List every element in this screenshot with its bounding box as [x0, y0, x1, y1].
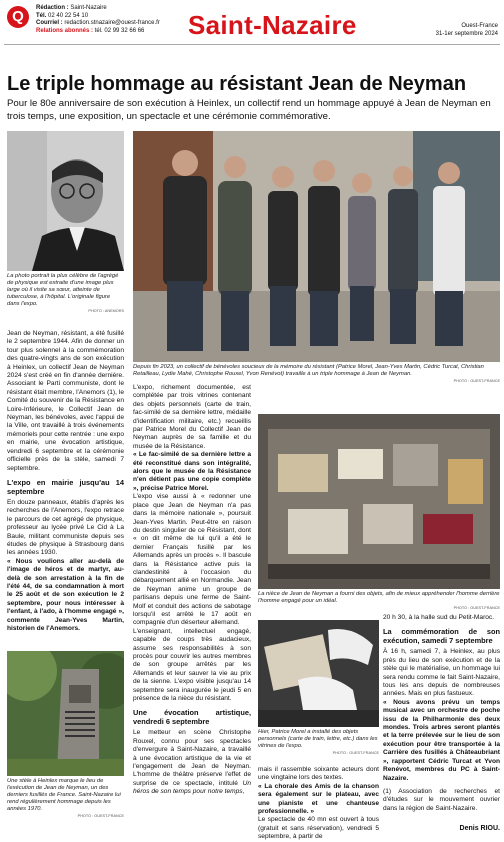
standfirst: Pour le 80e anniversaire de son exécution à Heinlex, un collectif rend un hommage appuyé à Jean de Neyman en trois temps, une exposition, un spectacle et une cérémonie commémorative.: [7, 98, 491, 122]
stele-caption-text: Une stèle à Heinlex marque le lieu de l'exécution de Jean de Neyman, un des derniers fusillés de France. Saint-Nazaire lui rend régulièrement hommage depuis les années 1970.: [7, 778, 121, 812]
header-rule: [4, 44, 500, 45]
portrait-photo: [7, 131, 124, 271]
tel-label: Tél.: [36, 12, 47, 19]
vitrine-photo: [258, 414, 500, 589]
logo-letter: Q: [12, 8, 24, 25]
abonnes-label: Relations abonnés :: [36, 27, 94, 34]
col3-paragraph-1: mais il rassemble soixante acteurs dont une vingtaine lors des textes.: [258, 766, 379, 782]
stele-illustration: [7, 651, 124, 776]
portrait-credit: PHOTO : ANEMORS: [88, 309, 124, 313]
gloves-caption-text: Hier, Patrice Morel a installé des objets personnels (carte de train, lettre, etc.) dans les vitrines de l'expo.: [258, 729, 378, 749]
contact-block: [36, 5, 176, 35]
col2-paragraph-1: L'expo, richement documentée, est complétée par trois vitrines contenant des objets personnels (carte de train, fac-similé de sa dernière lettre, médaille d'identification militaire, etc.) recueillis par Patrice Morel du Collectif Jean de Neyman auprès de sa famille et du musée de la Résistance.: [133, 384, 251, 450]
column-1: [7, 330, 124, 633]
col3-paragraph-3: Le spectacle de 40 mn est ouvert à tous (gratuit et sans réservation), vendredi 5 septembre, à partir de: [258, 816, 379, 841]
vitrine-illustration: [258, 414, 500, 589]
group-illustration: [133, 131, 500, 362]
group-caption-text: Depuis fin 2023, un collectif de bénévoles soucieux de la mémoire du résistant (Patrice Morel, Jean-Yves Martin, Cédric Turcat, Christian Retailleau, Lydie Mahé, Christophe Rouxel, Yvon Renévot) travaille à un triple hommage à Jean de Neyman.: [133, 364, 484, 377]
col1-paragraph-1: Jean de Neyman, résistant, a été fusillé le 2 septembre 1944. Afin de donner un tour plus solennel à la commémoration des quatre-vingts ans de son exécution à Heinlex, un collectif Jean de Neyman 2024 s'est créé en fin d'année dernière. Associant le Parti communiste, dont le résistant était membre, l'Anemors (1), le Comité du souvenir de la Résistance en Loire-Inférieure, le Collectif Jean de Neyman, les bénévoles, avec l'appui de la Ville, ont travaillé à trois événements mémoriels pour cette rentrée : une expo en mairie, une évocation artistique, vendredi 6 septembre et la cérémonie officielle près de la stèle, samedi 7 septembre.: [7, 330, 124, 472]
stele-credit: PHOTO : OUEST-FRANCE: [77, 814, 124, 818]
col4-heading-commemoration: La commémoration de son exécution, samedi 7 septembre: [383, 627, 500, 646]
column-2: [133, 384, 251, 797]
portrait-caption-text: La photo portrait la plus célèbre de l'agrégé de physique est extraite d'une image plus large où il visite sa sœur, atteinte de tuberculose, à l'hôpital. L'originale figure dans l'expo.: [7, 273, 119, 307]
col1-heading-expo: L'expo en mairie jusqu'au 14 septembre: [7, 477, 124, 496]
headline: Le triple hommage au résistant Jean de Neyman: [7, 73, 467, 95]
col2-paragraph-4: L'enseignant, intellectuel engagé, capable de coups très audacieux, assume ses responsabilités à son procès pour couvrir les autres membres de son groupe arrêtés par les Allemands et leur sauver la vie au prix de la sienne. L'expo visible jusqu'au 14 septembre sera inaugurée le jeudi 5 en présence de la nièce du résistant.: [133, 627, 251, 703]
col4-footnote: (1) Association de recherches et d'études sur le mouvement ouvrier dans la région de Saint-Nazaire.: [383, 787, 500, 812]
courriel-label: Courriel :: [36, 20, 63, 26]
courriel-value: redaction.stnazaire@ouest-france.fr: [64, 20, 160, 26]
vitrine-credit: PHOTO : OUEST-FRANCE: [453, 606, 500, 610]
column-3: [258, 766, 379, 842]
signature: Denis RIOU.: [459, 825, 500, 832]
col2-paragraph-5-title: Un héros de son temps pour notre temps,: [133, 779, 252, 796]
portrait-illustration: [7, 131, 124, 271]
group-caption: [133, 364, 500, 385]
col3-paragraph-2: « La chorale des Amis de la chanson sera également sur le plateau, avec une pianiste et une chanteuse professionnelle. »: [258, 782, 379, 816]
group-photo: [133, 131, 500, 362]
issue-date: 31-1er septembre 2024: [435, 31, 498, 37]
portrait-caption: [7, 273, 124, 315]
vitrine-caption: [258, 591, 500, 612]
column-4: [383, 614, 500, 813]
stele-caption: [7, 778, 124, 820]
gloves-illustration: [258, 620, 379, 727]
abonnes-value: tél. 02 99 32 66 66: [94, 27, 145, 34]
city-title: Saint-Nazaire: [188, 10, 357, 40]
stele-photo: [7, 651, 124, 776]
col1-paragraph-3: « Nous voulions aller au-delà de l'image de héros et de martyr, au-delà de son arrestation à la fin de l'été 44, de sa condamnation à mort le 25 août et de son exécution le 2 septembre, pour nous intéresser à l'enfant, à l'ado, à l'homme engagé », commente Jean-Yves Martin, historien de l'Anemors.: [7, 557, 124, 632]
paper-name: Ouest-France: [461, 23, 498, 29]
col2-paragraph-5: Le metteur en scène Christophe Rouxel, connu pour ses spectacles d'envergure à Saint-Nazaire, a travaillé à une évocation artistique de la vie et l'engagement de Jean de Neyman. L'homme de théâtre préserve l'effet de surprise de ce spectacle, intitulé: [133, 729, 251, 787]
ouest-france-logo: [7, 6, 29, 28]
tel-value: 02 40 22 54 10: [48, 12, 89, 19]
redaction-value: Saint-Nazaire: [70, 5, 107, 11]
col2-paragraph-3: L'expo vise aussi à « redonner une place que Jean de Neyman n'a pas dans la mémoire nationale », poursuit Jean-Yves Martin. Peut-être en raison du destin singulier de ce Résistant, dont « on dit même de lui qu'il a été le dernier Français fusillé par les Allemands après un procès ». Il bascule dans la Résistance active puis la clandestinité à l'occasion du débarquement allié en Normandie. Jean de Neyman anime un groupe de partisans depuis une ferme de Saint-Molf et conduit des actions de sabotage lorsqu'il est arrêté le 17 août en compagnie d'un déserteur allemand.: [133, 493, 251, 627]
col4-paragraph-2: « Nous avons prévu un temps musical avec un orchestre de poche issu de la Philharmonie des deux mondes. Trois arbres seront plantés et la terre prélevée sur le lieu de son exécution pour être transportée à la Carrière des fusillés à Châteaubriant », rapportent Cédric Turcat et Yvon Renévot, membres du PC à Saint-Nazaire.: [383, 698, 500, 782]
group-credit: PHOTO : OUEST-FRANCE: [453, 379, 500, 383]
gloves-caption: [258, 729, 379, 757]
redaction-label: Rédaction :: [36, 5, 69, 11]
col4-paragraph-0: 20 h 30, à la halle sud du Petit-Maroc.: [383, 614, 495, 621]
col2-paragraph-2: « Le fac-similé de sa dernière lettre a été reconstitué dans son intégralité, alors que le musée de la Résistance n'en détient pas une copie complète », précise Patrice Morel.: [133, 451, 251, 492]
col4-paragraph-1: À 16 h, samedi 7, à Heinlex, au plus près du lieu de son exécution et de la stèle qui le matérialise, un hommage lui sera rendu comme le fait Saint-Nazaire, tous les ans depuis de nombreuses années. Mais en plus fastueux.: [383, 648, 500, 698]
col2-heading-evocation: Une évocation artistique, vendredi 6 septembre: [133, 708, 251, 727]
vitrine-caption-text: La nièce de Jean de Neyman a fourni des objets, afin de mieux appréhender l'homme derrière l'homme engagé pour un idéal.: [258, 591, 500, 604]
header: [0, 0, 504, 46]
col1-paragraph-2: En douze panneaux, établis d'après les recherches de l'Anemors, l'expo retrace le parcours de cet agrégé de physique, professeur au lycée privé Le Cid à La Baule, militant communiste depuis ses études de physique à Strasbourg dans les années 1930.: [7, 498, 124, 557]
gloves-photo: [258, 620, 379, 727]
gloves-credit: PHOTO : OUEST-FRANCE: [332, 751, 379, 755]
